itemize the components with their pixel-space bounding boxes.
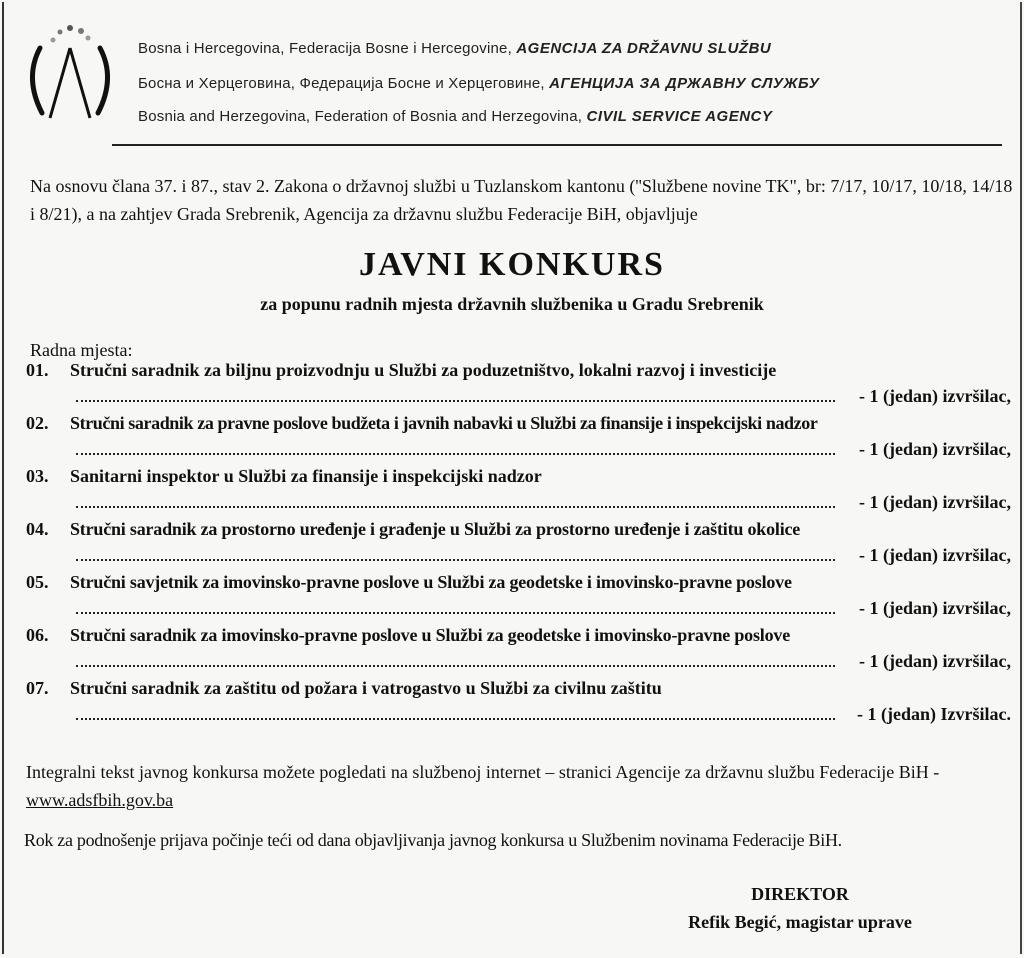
notice-subtitle: za popunu radnih mjesta državnih službenika u Gradu Srebrenik xyxy=(260,294,764,314)
position-title: Stručni saradnik za pravne poslove budžeta i javnih nabavki u Službi za finansije i inspekcijski nadzor xyxy=(70,413,818,433)
dotted-leader xyxy=(76,665,835,667)
agency-line-2-plain: Босна и Херцеговина, Федерација Босне и Херцеговине, xyxy=(138,75,545,92)
dotted-leader xyxy=(76,559,835,561)
position-count-line xyxy=(76,386,1011,410)
agency-line-3-caps: CIVIL SERVICE AGENCY xyxy=(586,108,773,125)
position-item xyxy=(26,466,1016,519)
position-count: - 1 (jedan) izvršilac, xyxy=(859,545,1011,565)
signature-name: Refik Begić, magistar uprave xyxy=(688,912,912,932)
position-item xyxy=(26,678,1016,731)
agency-line-3-plain: Bosnia and Herzegovina, Federation of Bosnia and Herzegovina, xyxy=(138,108,583,125)
positions-list xyxy=(26,360,1016,731)
position-item xyxy=(26,413,1016,466)
dotted-leader xyxy=(76,612,835,614)
position-count: - 1 (jedan) izvršilac, xyxy=(859,386,1011,406)
agency-header xyxy=(20,18,1010,158)
intro-paragraph: Na osnovu člana 37. i 87., stav 2. Zakona o državnoj službi u Tuzlanskom kantonu (''Službene novine TK", br: 7/17, 10/17, 10/18, 14/18 i 8/21), a na zahtjev Grada Srebrenik, Agencija za državnu službu Federacije BiH, objavljuje xyxy=(30,176,1013,224)
agency-line-1-plain: Bosna i Hercegovina, Federacija Bosne i Hercegovine, xyxy=(138,40,512,57)
notice-title: JAVNI KONKURS xyxy=(359,246,665,283)
position-count: - 1 (jedan) Izvršilac. xyxy=(857,704,1011,724)
position-number: 02. xyxy=(26,413,49,433)
integral-text: Integralni tekst javnog konkursa možete pogledati na službenoj internet – stranici Agencije za državnu službu Federacije BiH - xyxy=(26,762,940,782)
position-count-line xyxy=(76,704,1011,728)
position-count-line xyxy=(76,545,1011,569)
position-count: - 1 (jedan) izvršilac, xyxy=(859,492,1011,512)
position-title: Stručni savjetnik za imovinsko-pravne poslove u Službi za geodetske i imovinsko-pravne poslove xyxy=(70,572,792,592)
positions-label: Radna mjesta: xyxy=(30,340,133,360)
dotted-leader xyxy=(76,453,835,455)
signature-block xyxy=(640,880,960,936)
position-number: 05. xyxy=(26,572,49,592)
position-number: 04. xyxy=(26,519,49,539)
signature-role: DIREKTOR xyxy=(751,884,849,904)
position-count: - 1 (jedan) izvršilac, xyxy=(859,439,1011,459)
position-item xyxy=(26,625,1016,678)
position-count: - 1 (jedan) izvršilac, xyxy=(859,598,1011,618)
position-item xyxy=(26,360,1016,413)
agency-website-link[interactable]: www.adsfbih.gov.ba xyxy=(26,790,174,810)
agency-logo xyxy=(20,18,120,138)
position-number: 03. xyxy=(26,466,49,486)
deadline-paragraph: Rok za podnošenje prijava počinje teći od dana objavljivanja javnog konkursa u Službenim novinama Federacije BiH. xyxy=(24,830,842,850)
position-number: 01. xyxy=(26,360,49,380)
position-title: Stručni saradnik za zaštitu od požara i vatrogastvo u Službi za civilnu zaštitu xyxy=(70,678,662,698)
position-count-line xyxy=(76,492,1011,516)
position-count: - 1 (jedan) izvršilac, xyxy=(859,651,1011,671)
position-item xyxy=(26,572,1016,625)
position-number: 06. xyxy=(26,625,49,645)
agency-line-english xyxy=(138,108,772,125)
agency-line-2-caps: АГЕНЦИЈА ЗА ДРЖАВНУ СЛУЖБУ xyxy=(549,75,820,92)
position-title: Stručni saradnik za imovinsko-pravne poslove u Službi za geodetske i imovinsko-pravne poslove xyxy=(70,625,790,645)
position-item xyxy=(26,519,1016,572)
agency-line-cyrillic xyxy=(138,75,819,92)
position-count-line xyxy=(76,439,1011,463)
integral-text-paragraph xyxy=(26,758,1011,814)
position-number: 07. xyxy=(26,678,49,698)
agency-line-1-caps: AGENCIJA ZA DRŽAVNU SLUŽBU xyxy=(516,40,772,57)
position-title: Sanitarni inspektor u Službi za finansije i inspekcijski nadzor xyxy=(70,466,542,486)
position-title: Stručni saradnik za biljnu proizvodnju u Službi za poduzetništvo, lokalni razvoj i investicije xyxy=(70,360,777,380)
position-count-line xyxy=(76,598,1011,622)
dotted-leader xyxy=(76,400,835,402)
dotted-leader xyxy=(76,506,835,508)
dotted-leader xyxy=(76,718,835,720)
position-title: Stručni saradnik za prostorno uređenje i građenje u Službi za prostorno uređenje i zaštitu okolice xyxy=(70,519,801,539)
header-divider xyxy=(112,144,1002,146)
position-count-line xyxy=(76,651,1011,675)
agency-line-latin-bs xyxy=(138,40,771,57)
